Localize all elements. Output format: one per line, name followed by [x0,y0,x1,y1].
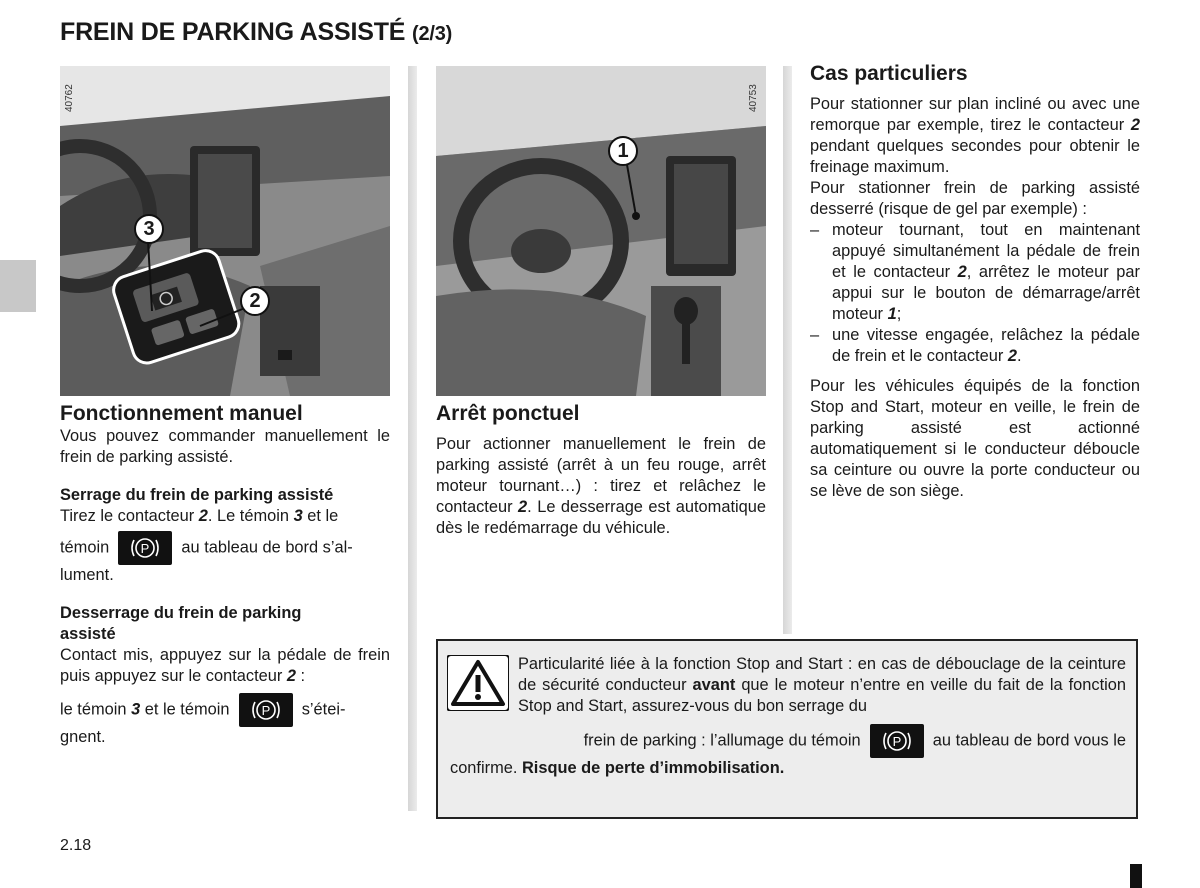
list-item: – une vitesse engagée, relâchez la pédale de frein et le contacteur 2. [810,326,1140,365]
section-temporary-stop [436,402,766,539]
section-heading: Cas particuliers [810,62,968,85]
temporary-stop-paragraph: Pour actionner manuellement le frein de parking assisté (arrêt à un feu rouge, arrêt moteur tournant…) : tirez et relâchez le contacteur 2. Le desserrage est automatique dès le redémarrage du véhicule. [436,435,766,537]
parking-brake-warning-icon [239,693,293,727]
svg-text:P: P [261,703,270,718]
desserrage-line3: gnent. [60,728,106,746]
section-special-cases [810,62,1140,502]
warning-triangle-icon [447,655,509,716]
subheading-desserrage-1: Desserrage du frein de parking [60,604,302,622]
page-title-text: FREIN DE PARKING ASSISTÉ [60,18,406,46]
parking-brake-warning-icon [870,724,924,758]
figure-steering-wheel [436,66,766,396]
paragraph-stop-start: Pour les véhicules équipés de la fonction Stop and Start, moteur en veille, le frein de parking assisté est actionné automatiquement si le conducteur déboucle sa ceinture ou ouvre la porte conducteur ou se lève de son siège. [810,377,1140,500]
subheading-desserrage-2: assisté [60,625,116,643]
svg-text:P: P [892,734,902,749]
warning-line2: frein de parking : l’allumage du témoin P au tableau de bord vous le [450,724,1126,758]
section-body [60,426,390,748]
section-manual-operation [60,402,390,748]
paragraph-incline: Pour stationner sur plan incliné ou avec une remorque par exemple, tirez le contacteur 2 pendant quelques secondes pour obtenir le freinage maximum. [810,95,1140,176]
paragraph-released: Pour stationner frein de parking assisté desserré (risque de gel par exemple) : [810,179,1140,218]
warning-paragraph: Particularité liée à la fonction Stop and Start : en cas de débouclage de la ceinture de sécurité conducteur avant que le moteur n’entre en veille du fait de la fonction Stop and Start, assurez-vous du bon serrage du [518,655,1126,715]
warning-line3: confirme. Risque de perte d’immobilisation. [450,759,785,777]
subheading-serrage: Serrage du frein de parking assisté [60,486,334,504]
list-item: – moteur tournant, tout en maintenant appuyé simultanément la pédale de frein et le contacteur 2, arrêtez le moteur par appui sur le bouton de démarrage/arrêt moteur 1; [810,221,1140,323]
column-divider-right [783,66,792,634]
svg-text:P: P [140,541,150,556]
crop-mark [1130,864,1142,888]
callout-3: 3 [134,214,164,244]
desserrage-line2: le témoin 3 et le témoin P s’étei- [60,693,390,727]
serrage-line3: lument. [60,566,114,584]
serrage-line2: témoin P au tableau de bord s’al- [60,531,390,565]
callout-2: 2 [240,286,270,316]
section-body [436,434,766,539]
desserrage-line1: Contact mis, appuyez sur la pédale de frein puis appuyez sur le contacteur 2 : [60,646,390,685]
page-title-part: (2/3) [412,23,453,45]
warning-text [518,654,1126,717]
section-body [810,94,1140,502]
serrage-line1: Tirez le contacteur 2. Le témoin 3 et le [60,507,339,525]
figure-dashboard-console [60,66,390,396]
figure-code: 40753 [748,84,759,112]
section-heading: Arrêt ponctuel [436,402,580,425]
parking-brake-warning-icon [118,531,172,565]
callout-1: 1 [608,136,638,166]
figure-code: 40762 [64,84,75,112]
page-number: 2.18 [60,837,92,854]
section-heading: Fonctionnement manuel [60,402,303,425]
warning-text-continued [450,724,1126,779]
intro-paragraph: Vous pouvez commander manuellement le frein de parking assisté. [60,427,390,466]
chapter-tab [0,260,36,312]
column-divider-left [408,66,417,811]
page-title [60,18,452,47]
